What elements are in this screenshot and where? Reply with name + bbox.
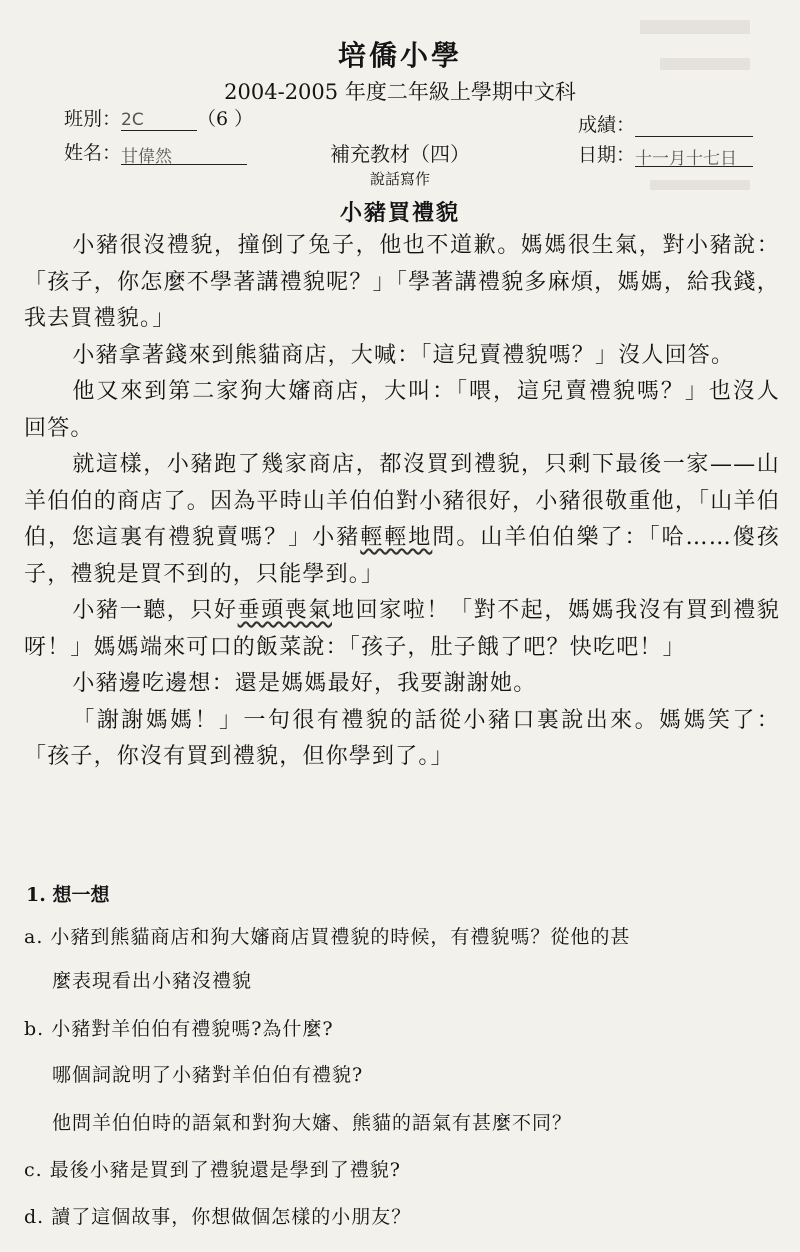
story-paragraph: 小豬拿著錢來到熊貓商店，大喊：「這兒賣禮貌嗎？」沒人回答。	[72, 342, 735, 368]
material-title: 補充教材（四）	[330, 142, 470, 166]
question-a-continued: 麼表現看出小豬沒禮貌	[52, 970, 253, 992]
question-d: d. 讀了這個故事，你想做個怎樣的小朋友？	[24, 1206, 412, 1228]
class-field[interactable]	[121, 108, 197, 131]
story-text: 就這樣，小豬跑了幾家商店，都沒買到禮貌，只剩下最後一家——山羊伯伯的商店了。因為平時山羊伯伯對小豬很好，小豬很敬重他，「山羊伯伯，您這裏有禮貌賣嗎？」小豬	[24, 452, 780, 550]
worksheet-subtitle: 2004-2005 年度二年級上學期中文科	[224, 80, 576, 104]
date-row	[578, 140, 753, 167]
question-c: c. 最後小豬是買到了禮貌還是學到了禮貌?	[24, 1159, 401, 1181]
emphasized-word: 垂頭喪氣	[237, 598, 332, 623]
story-paragraph: 他又來到第二家狗大嬸商店，大叫：「喂，這兒賣禮貌嗎？」也沒人回答。	[24, 379, 780, 441]
school-name: 培僑小學	[337, 39, 462, 72]
score-label: 成績：	[578, 114, 636, 136]
story-paragraph: 小豬很沒禮貌，撞倒了兔子，他也不道歉。媽媽很生氣，對小豬說：「孩子，你怎麼不學著講禮貌呢？」「學著講禮貌多麻煩，媽媽，給我錢，我去買禮貌。」	[24, 233, 780, 331]
story-paragraph: 「謝謝媽媽！」一句很有禮貌的話從小豬口裏說出來。媽媽笑了：「孩子，你沒有買到禮貌，但你學到了。」	[24, 707, 780, 769]
date-label: 日期：	[578, 144, 636, 166]
scan-noise	[640, 20, 750, 34]
story-text: 問。山羊伯伯樂了：「哈……傻孩子，禮貌是買不到的，只能學到。」	[24, 525, 780, 587]
date-value: 十一月十七日	[635, 149, 738, 169]
questions-heading: 1. 想一想	[26, 884, 110, 906]
story-paragraph: 小豬邊吃邊想：還是媽媽最好，我要謝謝她。	[72, 671, 537, 696]
question-a: a. 小豬到熊貓商店和狗大嬸商店買禮貌的時候，有禮貌嗎？從他的甚	[24, 926, 631, 948]
date-field[interactable]	[635, 144, 753, 167]
story-paragraph	[24, 593, 780, 666]
story-text: 地回家啦！「對不起，媽媽我沒有買到禮貌呀！」媽媽端來可口的飯菜說：「孩子，肚子餓了吧？快吃吧！」	[24, 598, 780, 660]
class-value: 2C	[121, 110, 144, 130]
class-number: （6 ）	[197, 108, 254, 130]
score-row	[578, 110, 753, 137]
story-body	[24, 228, 780, 776]
class-label: 班別：	[64, 108, 122, 130]
story-title: 小豬買禮貌	[339, 200, 460, 226]
question-b-sub: 哪個詞說明了小豬對羊伯伯有禮貌?	[52, 1064, 364, 1086]
name-value: 甘偉然	[121, 147, 173, 167]
section-label: 說話寫作	[369, 170, 430, 188]
story-paragraph	[24, 447, 780, 593]
class-row	[64, 104, 253, 131]
question-b-sub: 他問羊伯伯時的語氣和對狗大嬸、熊貓的語氣有甚麼不同？	[52, 1112, 573, 1134]
score-field[interactable]	[635, 114, 753, 137]
story-text: 小豬一聽，只好	[72, 598, 238, 623]
question-b: b. 小豬對羊伯伯有禮貌嗎?為什麼?	[24, 1018, 334, 1040]
emphasized-word: 輕輕地	[360, 525, 433, 550]
name-label: 姓名：	[64, 142, 122, 164]
